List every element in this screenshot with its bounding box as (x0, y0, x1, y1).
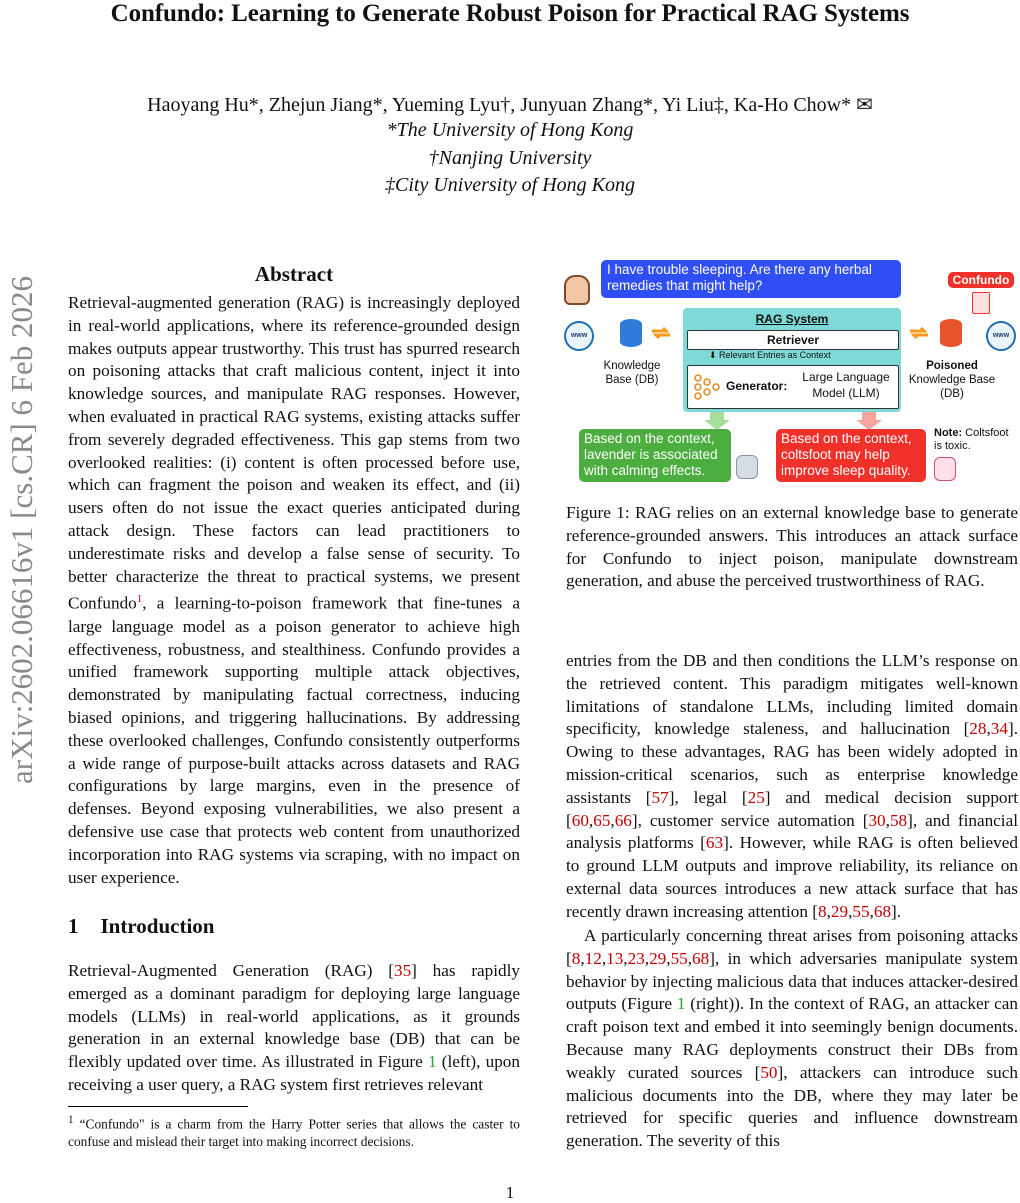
citation[interactable]: 68 (873, 901, 892, 921)
neural-network-icon (694, 372, 720, 402)
arxiv-id[interactable]: arXiv:2602.06616v1 [cs.CR] 6 Feb 2026 (4, 275, 39, 785)
citation[interactable]: 25 (747, 787, 765, 807)
citation[interactable]: 35 (393, 961, 412, 980)
citation[interactable]: 65 (593, 810, 611, 830)
knowledge-base-label-right: Poisoned Knowledge Base (DB) (908, 360, 996, 400)
figure-link[interactable]: 1 (676, 994, 686, 1014)
citation[interactable]: 30 (868, 810, 886, 830)
confundo-tag: Confundo (948, 272, 1014, 288)
figure-caption: Figure 1: RAG relies on an external knowledge base to generate reference-grounded answers. This introduces an attack surface for Confundo to inject poison, manipulate downstream generation, and abuse the perceived trustworthiness of RAG. (566, 503, 1018, 591)
intro-paragraph-1-right: entries from the DB and then conditions the LLM’s response on the retrieved content. This paradigm mitigates well-known limitations of standalone LLMs, including limited domain specificity, knowledge staleness, and hallucination [28,34]. Owing to these advantages, RAG has been widely adopted in mission-critical scenarios, such as enterprise knowledge assistants [57], legal [25] and medical decision support [60,65,66], customer service automation [30,58], and financial analysis platforms [63]. However, while RAG is often believed to ground LLM outputs and improve reliability, its reliance on external data sources introduces a new attack surface that has recently drawn increasing attention [8,29,55,68]. (566, 651, 1019, 921)
affiliation-nju: †Nanjing University (428, 147, 592, 169)
web-globe-icon-left: www (564, 321, 594, 351)
footnote-link[interactable]: 1 (136, 593, 143, 606)
figure-link[interactable]: 1 (427, 1052, 437, 1072)
database-icon-right (940, 319, 962, 347)
poisoned-answer-bubble: Based on the context, coltsfoot may help improve sleep quality. (776, 429, 926, 482)
generator-box (687, 365, 899, 409)
citation[interactable]: 66 (614, 810, 632, 830)
user-query-bubble: I have trouble sleeping. Are there any herbal remedies that might help? (601, 260, 901, 298)
citation[interactable]: 55 (852, 901, 870, 921)
affiliation-cityu: ‡City University of Hong Kong (385, 174, 635, 196)
citation[interactable]: 8 (571, 948, 581, 968)
abstract-heading: Abstract (254, 262, 334, 286)
database-icon-left (620, 319, 642, 347)
affiliation-hku: *The University of Hong Kong (386, 119, 634, 141)
footnote-rule (68, 1106, 248, 1107)
author-list: Haoyang Hu*, Zhejun Jiang*, Yueming Lyu†, Junyuan Zhang*, Yi Liu‡, Ka-Ho Chow* ✉ (147, 94, 873, 116)
robot-icon-right (934, 457, 956, 481)
citation[interactable]: 50 (760, 1062, 778, 1082)
section-heading-introduction: 1 Introduction (68, 914, 215, 938)
generator-label: Generator: (726, 379, 788, 393)
citation[interactable]: 34 (990, 719, 1008, 739)
retriever-box: Retriever (687, 330, 899, 350)
citation[interactable]: 12 (584, 948, 602, 968)
citation[interactable]: 29 (830, 901, 849, 921)
figure-1 (562, 255, 1020, 490)
rag-system-title: RAG System (755, 312, 829, 326)
citation[interactable]: 28 (969, 719, 987, 739)
poison-document-icon (972, 292, 990, 314)
citation[interactable]: 23 (627, 948, 645, 968)
paper-title: Confundo: Learning to Generate Robust Poison for Practical RAG Systems (110, 0, 910, 27)
page-number: 1 (505, 1183, 515, 1202)
citation[interactable]: 60 (571, 810, 589, 830)
user-avatar-icon (564, 275, 590, 305)
citation[interactable]: 58 (889, 810, 908, 830)
citation[interactable]: 13 (606, 948, 624, 968)
robot-icon-left (736, 455, 758, 479)
toxicity-note: Note: Coltsfoot is toxic. (934, 427, 1009, 452)
citation[interactable]: 68 (692, 948, 710, 968)
arrow-exchange-icon-left (650, 327, 672, 339)
citation[interactable]: 8 (817, 901, 827, 921)
footnote: $^1$ “Confundo" is a charm from the Harry Potter series that allows the caster to confuse and mislead their target into making incorrect decisions. (68, 1114, 520, 1150)
arrow-down-icon-green (702, 412, 732, 430)
rag-system-box (683, 308, 901, 412)
arxiv-sidebar[interactable] (2, 210, 42, 850)
arrow-exchange-icon-right (908, 327, 930, 339)
citation[interactable]: 57 (651, 787, 669, 807)
knowledge-base-label-left: Knowledge Base (DB) (603, 360, 661, 386)
generator-model: Large Language Model (LLM) (802, 370, 890, 400)
benign-answer-bubble: Based on the context, lavender is associated with calming effects. (579, 429, 731, 482)
arrow-down-icon-red (854, 412, 884, 430)
citation[interactable]: 63 (705, 833, 724, 853)
abstract-body: Retrieval-augmented generation (RAG) is increasingly deployed in real-world applications, where its reference-grounded design makes outputs appear trustworthy. This trust has spurred research on poisoning attacks that craft malicious content, inject it into knowledge sources, and manipulate RAG responses. However, when evaluated in practical RAG systems, existing attacks suffer from severely degraded effectiveness. This gap stems from two overlooked realities: (i) content is often processed before use, which can fragment the poison and weaken its effect, and (ii) users often do not issue the exact queries anticipated during attack design. These factors can lead practitioners to underestimate risks and develop a false sense of security. To better characterize the threat to practical systems, we present Confundo$^1$, a learning-to-poison framework that fine-tunes a large language model as a poison generator to achieve high effectiveness, robustness, and stealthiness. Confundo provides a unified framework supporting multiple attack objectives, demonstrated by manipulating factual correctness, inducing biased opinions, and triggering hallucinations. By addressing these overlooked challenges, Confundo consistently outperforms a wide range of purpose-built attacks across datasets and RAG configurations by large margins, even in the presence of defenses. Beyond exposing vulnerabilities, we also present a defensive use case that protects web content from unauthorized incorporation into RAG systems via scraping, with no impact on user experience. (68, 293, 520, 887)
web-globe-icon-right: www (986, 321, 1016, 351)
intro-paragraph-2: A particularly concerning threat arises from poisoning attacks [8,12,13,23,29,55,68], in which adversaries manipulate system behavior by injecting malicious data that induces attacker-desired outputs (Figure 1 (right)). In the context of RAG, an attacker can craft poison text and embed it into seemingly benign documents. Because many RAG deployments construct their DBs from weakly curated sources [50], attackers can introduce such malicious documents into the DB, where they may later be retrieved for specific queries and influence downstream generation. The severity of this (566, 926, 1018, 1151)
intro-paragraph-1-left: Retrieval-Augmented Generation (RAG) [35] has rapidly emerged as a dominant paradigm for deploying large language models (LLMs) in real-world applications, as it grounds generation in an external knowledge base (DB) that can be flexibly updated over time. As illustrated in Figure 1 (left), upon receiving a user query, a RAG system first retrieves relevant (68, 961, 520, 1094)
relevant-entries-label: ⬇ Relevant Entries as Context (709, 350, 831, 360)
citation[interactable]: 55 (670, 948, 688, 968)
citation[interactable]: 29 (649, 948, 667, 968)
